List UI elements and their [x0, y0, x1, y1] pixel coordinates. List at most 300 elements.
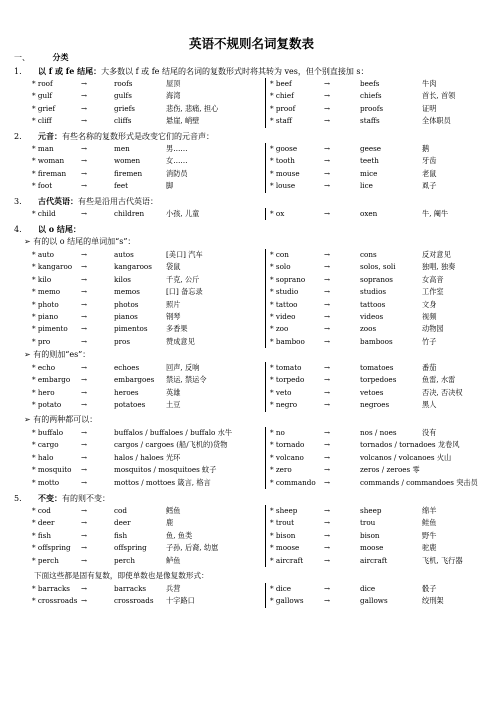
page-title: 英语不规则名词复数表 [188, 36, 314, 51]
plural-cell: halos / haloes 光环 [114, 452, 181, 462]
group4-s-table [32, 249, 502, 348]
table-row [32, 323, 502, 335]
singular-cell: * fireman [32, 168, 67, 178]
singular-cell: * perch [32, 555, 59, 565]
group4-heading [14, 224, 81, 235]
singular-cell: * barracks [32, 584, 70, 593]
singular-cell: * tattoo [270, 299, 298, 309]
arrow-icon: → [324, 168, 331, 178]
singular-cell: * trout [270, 518, 295, 528]
meaning-cell: 子孙, 后裔, 幼崽 [166, 543, 219, 553]
meaning-cell: 独唱, 独奏 [422, 262, 456, 272]
group-head: 以 f 或 fe 结尾： [38, 66, 102, 76]
plural-cell: pros [114, 336, 131, 346]
meaning-cell: 鳕鱼 [166, 506, 181, 515]
plural-cell: deer [114, 518, 131, 528]
arrow-icon: → [324, 440, 331, 450]
group-head: 以 o 结尾： [38, 224, 81, 234]
arrow-icon: → [81, 262, 88, 272]
bullet-icon: ➢ [24, 415, 31, 424]
singular-cell: * staff [270, 116, 292, 126]
plural-cell: sheep [360, 506, 382, 515]
group2-table [32, 143, 502, 193]
meaning-cell: 英雄 [166, 387, 181, 397]
plural-cell: bamboos [360, 336, 393, 346]
arrow-icon: → [324, 311, 331, 321]
meaning-cell: 屋顶 [166, 79, 181, 88]
arrow-icon: → [81, 477, 88, 487]
meaning-cell: 海湾 [166, 91, 181, 101]
singular-cell: * zero [270, 465, 292, 475]
group-number: 3. [14, 197, 22, 206]
plural-cell: roofs [114, 79, 133, 88]
singular-cell: * con [270, 250, 289, 259]
meaning-cell: 全体职员 [422, 116, 451, 126]
group-head: 不变： [38, 493, 62, 503]
singular-cell: * negro [270, 400, 298, 410]
meaning-cell: 黑人 [422, 400, 437, 410]
table-row [32, 555, 502, 567]
group1-heading [14, 66, 369, 77]
meaning-cell: 回声, 反响 [166, 363, 200, 372]
meaning-cell: 鹿 [166, 518, 174, 528]
meaning-cell: 绵羊 [422, 506, 437, 515]
plural-cell: zeros / zeroes 零 [360, 465, 420, 475]
meaning-cell: 牙齿 [422, 156, 437, 166]
arrow-icon: → [324, 274, 331, 284]
table-row [32, 208, 502, 220]
meaning-cell: 鱼, 鱼类 [166, 530, 193, 540]
arrow-icon: → [324, 299, 331, 309]
singular-cell: * woman [32, 156, 65, 166]
arrow-icon: → [81, 79, 88, 88]
arrow-icon: → [81, 311, 88, 321]
plural-cell: studios [360, 287, 387, 297]
singular-cell: * goose [270, 144, 298, 153]
section-number: 一、 [14, 53, 30, 62]
plural-cell: staffs [360, 116, 380, 126]
plural-cell: tornados / tornadoes 龙卷风 [360, 440, 460, 450]
singular-cell: * man [32, 144, 54, 153]
singular-cell: * memo [32, 287, 61, 297]
singular-cell: * crossroads [32, 596, 78, 606]
table-row [32, 517, 502, 529]
arrow-icon: → [81, 250, 88, 259]
arrow-icon: → [324, 387, 331, 397]
plural-cell: pianos [114, 311, 138, 321]
column-divider [265, 208, 266, 220]
group1-table [32, 78, 502, 128]
meaning-cell: 禁运, 禁运令 [166, 375, 207, 385]
singular-cell: * video [270, 311, 296, 321]
plural-cell: lice [360, 181, 373, 191]
plural-cell: buffalos / buffaloes / buffalo 水牛 [114, 428, 233, 437]
arrow-icon: → [324, 584, 331, 593]
table-row [32, 399, 502, 411]
meaning-cell: 赞成意见 [166, 336, 195, 346]
meaning-cell: 虱子 [422, 181, 437, 191]
table-row [32, 311, 502, 323]
meaning-cell: 女高音 [422, 274, 444, 284]
singular-cell: * dice [270, 584, 292, 593]
plural-cell: torpedoes [360, 375, 397, 385]
plural-cell: kangaroos [114, 262, 152, 272]
singular-cell: * fish [32, 530, 51, 540]
meaning-cell: 小孩, 儿童 [166, 209, 200, 218]
group-number: 1. [14, 67, 22, 76]
group5-table2 [32, 583, 502, 608]
singular-cell: * studio [270, 287, 299, 297]
arrow-icon: → [324, 375, 331, 385]
plural-cell: feet [114, 181, 129, 191]
meaning-cell: 鹅 [422, 144, 430, 153]
arrow-icon: → [324, 336, 331, 346]
table-row [32, 274, 502, 286]
plural-cell: volcanos / volcanoes 火山 [360, 452, 452, 462]
singular-cell: * louse [270, 181, 296, 191]
column-divider [265, 143, 266, 193]
arrow-icon: → [81, 209, 88, 218]
singular-cell: * kilo [32, 274, 52, 284]
plural-cell: heroes [114, 387, 139, 397]
meaning-cell: 证明 [422, 103, 437, 113]
table-row [32, 464, 502, 476]
plural-cell: mosquitos / mosquitoes 蚊子 [114, 465, 217, 475]
singular-cell: * tomato [270, 363, 302, 372]
table-row [32, 427, 502, 439]
singular-cell: * child [32, 209, 56, 218]
table-row [32, 249, 502, 261]
meaning-cell: 野牛 [422, 530, 437, 540]
plural-cell: cargos / cargoes (船/飞机的)货物 [114, 440, 228, 450]
group4-s-note [24, 237, 135, 247]
singular-cell: * pimento [32, 324, 68, 334]
arrow-icon: → [324, 79, 331, 88]
table-row [32, 477, 502, 489]
singular-cell: * commando [270, 477, 316, 487]
group-number: 4. [14, 225, 22, 234]
singular-cell: * piano [32, 311, 59, 321]
note-text: 有的以 o 结尾的单词加“s”： [33, 237, 136, 246]
arrow-icon: → [81, 363, 88, 372]
plural-cell: griefs [114, 103, 135, 113]
table-row [32, 505, 502, 517]
table-row [32, 387, 502, 399]
arrow-icon: → [324, 530, 331, 540]
plural-cell: barracks [114, 584, 147, 593]
plural-cell: nos / noes [360, 428, 397, 437]
plural-cell: tattoos [360, 299, 386, 309]
meaning-cell: 鱼雷, 水雷 [422, 375, 456, 385]
singular-cell: * halo [32, 452, 54, 462]
arrow-icon: → [324, 91, 331, 101]
meaning-cell: 动物园 [422, 324, 444, 334]
arrow-icon: → [324, 324, 331, 334]
arrow-icon: → [81, 103, 88, 113]
plural-cell: aircraft [360, 555, 388, 565]
plural-cell: chiefs [360, 91, 382, 101]
arrow-icon: → [81, 543, 88, 553]
arrow-icon: → [81, 91, 88, 101]
column-divider [265, 362, 266, 412]
plural-cell: oxen [360, 209, 378, 218]
arrow-icon: → [81, 336, 88, 346]
arrow-icon: → [81, 530, 88, 540]
arrow-icon: → [81, 144, 88, 153]
table-row [32, 115, 502, 127]
arrow-icon: → [324, 250, 331, 259]
singular-cell: * cliff [32, 116, 52, 126]
singular-cell: * gulf [32, 91, 53, 101]
plural-cell: sopranos [360, 274, 393, 284]
singular-cell: * potato [32, 400, 62, 410]
plural-cell: vetoes [360, 387, 384, 397]
plural-cell: men [114, 144, 130, 153]
singular-cell: * offspring [32, 543, 71, 553]
arrow-icon: → [81, 287, 88, 297]
plural-cell: memos [114, 287, 140, 297]
plural-cell: dice [360, 584, 376, 593]
plural-cell: moose [360, 543, 384, 553]
singular-cell: * motto [32, 477, 60, 487]
arrow-icon: → [324, 209, 331, 218]
plural-cell: gulfs [114, 91, 132, 101]
meaning-cell: 鲈鱼 [166, 555, 181, 565]
meaning-cell: 悬崖, 峭壁 [166, 116, 200, 126]
singular-cell: * zoo [270, 324, 289, 334]
singular-cell: * grief [32, 103, 56, 113]
arrow-icon: → [81, 299, 88, 309]
table-row [32, 542, 502, 554]
meaning-cell: 多香果 [166, 324, 188, 334]
arrow-icon: → [324, 181, 331, 191]
bullet-icon: ➢ [24, 350, 31, 359]
arrow-icon: → [81, 400, 88, 410]
arrow-icon: → [324, 543, 331, 553]
plural-cell: firemen [114, 168, 143, 178]
arrow-icon: → [324, 465, 331, 475]
arrow-icon: → [324, 518, 331, 528]
table-row [32, 583, 502, 595]
singular-cell: * proof [270, 103, 296, 113]
singular-cell: * tornado [270, 440, 305, 450]
arrow-icon: → [324, 262, 331, 272]
group-desc: 有些是沿用古代英语： [78, 197, 158, 206]
group5-note: 下面这些都是固有复数，即使单数也是像复数形式： [34, 571, 209, 580]
arrow-icon: → [81, 584, 88, 593]
plural-cell: offspring [114, 543, 147, 553]
singular-cell: * moose [270, 543, 300, 553]
group4-es-note [24, 350, 90, 360]
plural-cell: children [114, 209, 145, 218]
table-row [32, 439, 502, 451]
singular-cell: * embargo [32, 375, 71, 385]
group-desc: 大多数以 f 或 fe 结尾的名词的复数形式时将其转为 ves，但个别直接加 s： [101, 67, 369, 76]
group5-heading [14, 493, 110, 504]
singular-cell: * cod [32, 506, 51, 515]
meaning-cell: 照片 [166, 299, 181, 309]
arrow-icon: → [81, 375, 88, 385]
group2-heading [14, 131, 214, 142]
meaning-cell: 兵营 [166, 584, 181, 593]
singular-cell: * kangaroo [32, 262, 73, 272]
plural-cell: pimentos [114, 324, 148, 334]
arrow-icon: → [81, 555, 88, 565]
singular-cell: * soprano [270, 274, 306, 284]
singular-cell: * pro [32, 336, 51, 346]
group3-heading [14, 196, 158, 207]
plural-cell: embargoes [114, 375, 155, 385]
meaning-cell: 女…… [166, 156, 188, 166]
table-row [32, 362, 502, 374]
singular-cell: * echo [32, 363, 56, 372]
plural-cell: gallows [360, 596, 388, 606]
plural-cell: echoes [114, 363, 140, 372]
meaning-cell: 悲伤, 悲痛, 担心 [166, 103, 219, 113]
plural-cell: geese [360, 144, 382, 153]
meaning-cell: 土豆 [166, 400, 181, 410]
arrow-icon: → [81, 324, 88, 334]
singular-cell: * solo [270, 262, 291, 272]
meaning-cell: 千克, 公斤 [166, 274, 200, 284]
singular-cell: * gallows [270, 596, 304, 606]
meaning-cell: 脚 [166, 181, 174, 191]
table-row [32, 530, 502, 542]
meaning-cell: 番茄 [422, 363, 437, 372]
plural-cell: bison [360, 530, 380, 540]
plural-cell: teeth [360, 156, 379, 166]
plural-cell: photos [114, 299, 139, 309]
meaning-cell: 竹子 [422, 336, 437, 346]
plural-cell: autos [114, 250, 134, 259]
singular-cell: * bison [270, 530, 296, 540]
note-text: 有的两种都可以： [33, 415, 98, 424]
table-row [32, 78, 502, 90]
meaning-cell: 男…… [166, 144, 188, 153]
plural-cell: mottos / mottoes 箴言, 格言 [114, 477, 211, 487]
arrow-icon: → [81, 596, 88, 606]
plural-cell: cliffs [114, 116, 132, 126]
arrow-icon: → [324, 156, 331, 166]
table-row [32, 374, 502, 386]
arrow-icon: → [81, 428, 88, 437]
meaning-cell: 骰子 [422, 584, 437, 593]
arrow-icon: → [81, 116, 88, 126]
meaning-cell: 工作室 [422, 287, 444, 297]
meaning-cell: 十字路口 [166, 596, 195, 606]
singular-cell: * ox [270, 209, 285, 218]
bullet-icon: ➢ [24, 237, 31, 246]
singular-cell: * auto [32, 250, 55, 259]
table-row [32, 595, 502, 607]
table-row [32, 336, 502, 348]
plural-cell: cons [360, 250, 377, 259]
singular-cell: * hero [32, 387, 55, 397]
plural-cell: tomatoes [360, 363, 394, 372]
plural-cell: beefs [360, 79, 380, 88]
arrow-icon: → [81, 168, 88, 178]
plural-cell: crossroads [114, 596, 154, 606]
arrow-icon: → [324, 506, 331, 515]
plural-cell: trou [360, 518, 376, 528]
arrow-icon: → [81, 506, 88, 515]
arrow-icon: → [81, 452, 88, 462]
group4-both-note [24, 415, 97, 425]
singular-cell: * foot [32, 181, 53, 191]
singular-cell: * mouse [270, 168, 300, 178]
plural-cell: solos, soli [360, 262, 396, 272]
meaning-cell: 老鼠 [422, 168, 437, 178]
table-row [32, 299, 502, 311]
meaning-cell: 首长, 首领 [422, 91, 456, 101]
meaning-cell: 消防员 [166, 168, 188, 178]
table-row [32, 103, 502, 115]
singular-cell: * bamboo [270, 336, 305, 346]
meaning-cell: 没有 [422, 428, 437, 437]
arrow-icon: → [81, 387, 88, 397]
table-row [32, 90, 502, 102]
arrow-icon: → [81, 465, 88, 475]
note-text: 有的则加“es”： [33, 350, 91, 359]
singular-cell: * deer [32, 518, 55, 528]
table-row [32, 143, 502, 155]
group-head: 元音： [38, 131, 62, 141]
arrow-icon: → [324, 452, 331, 462]
singular-cell: * buffalo [32, 428, 64, 437]
plural-cell: negroes [360, 400, 390, 410]
meaning-cell: 否决, 否决权 [422, 387, 463, 397]
singular-cell: * mosquito [32, 465, 72, 475]
singular-cell: * sheep [270, 506, 298, 515]
plural-cell: zoos [360, 324, 377, 334]
singular-cell: * tooth [270, 156, 295, 166]
plural-cell: potatoes [114, 400, 146, 410]
arrow-icon: → [324, 477, 331, 487]
plural-cell: proofs [360, 103, 384, 113]
plural-cell: cod [114, 506, 127, 515]
arrow-icon: → [81, 181, 88, 191]
meaning-cell: 袋鼠 [166, 262, 181, 272]
meaning-cell: [口] 备忘录 [166, 287, 203, 297]
singular-cell: * chief [270, 91, 294, 101]
table-row [32, 168, 502, 180]
column-divider [265, 583, 266, 608]
arrow-icon: → [81, 156, 88, 166]
arrow-icon: → [324, 400, 331, 410]
singular-cell: * aircraft [270, 555, 304, 565]
meaning-cell: 驼鹿 [422, 543, 437, 553]
group4-es-table [32, 362, 502, 412]
group-number: 2. [14, 132, 22, 141]
meaning-cell: 牛肉 [422, 79, 437, 88]
column-divider [265, 427, 266, 489]
singular-cell: * torpedo [270, 375, 305, 385]
arrow-icon: → [324, 144, 331, 153]
arrow-icon: → [324, 428, 331, 437]
singular-cell: * no [270, 428, 285, 437]
singular-cell: * photo [32, 299, 59, 309]
column-divider [265, 249, 266, 348]
plural-cell: women [114, 156, 141, 166]
arrow-icon: → [81, 518, 88, 528]
meaning-cell: 反对意见 [422, 250, 451, 259]
meaning-cell: [美口] 汽车 [166, 250, 203, 259]
arrow-icon: → [324, 116, 331, 126]
group-head: 古代英语： [38, 196, 78, 206]
plural-cell: commands / commandoes 突击员 [360, 477, 478, 487]
arrow-icon: → [81, 274, 88, 284]
singular-cell: * beef [270, 79, 292, 88]
